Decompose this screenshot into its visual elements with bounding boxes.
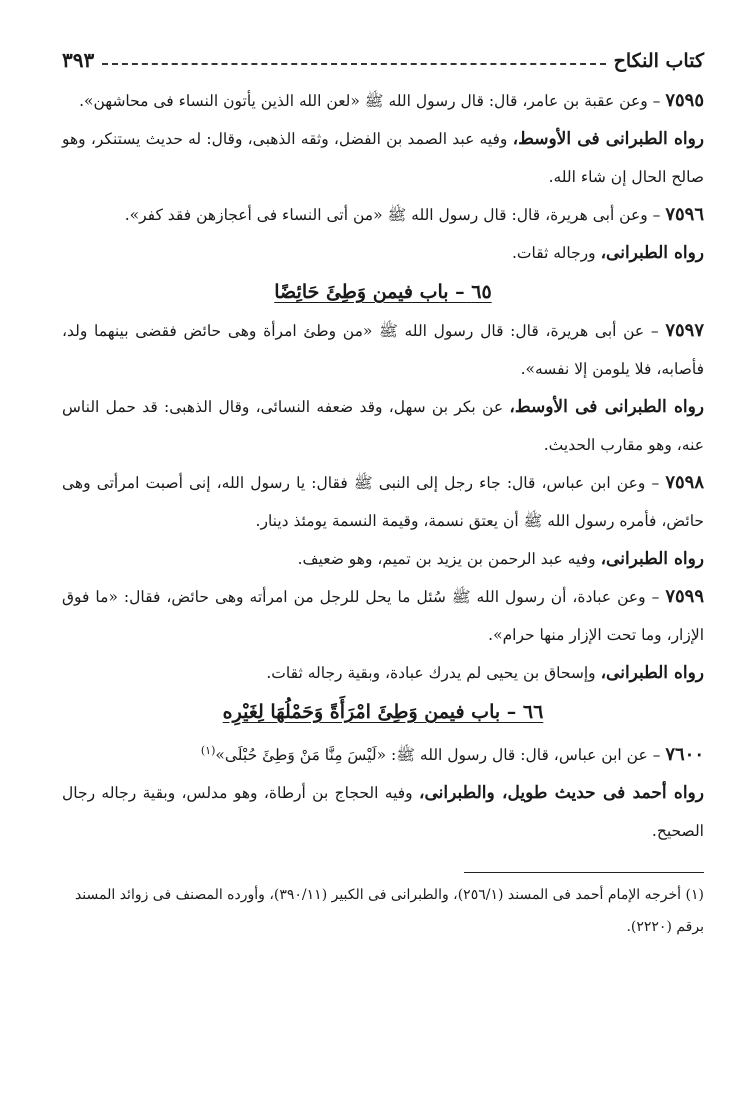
narrator: رواه الطبرانى فى الأوسط، — [509, 397, 704, 417]
commentary: وفيه الحجاج بن أرطاة، وهو مدلس، وبقية رجاله رجال الصحيح. — [62, 784, 704, 841]
narration-7598 — [62, 540, 704, 578]
commentary: وإسحاق بن يحيى لم يدرك عبادة، وبقية رجاله ثقات. — [266, 664, 596, 682]
hadith-number: ٧٥٩٩ — [665, 586, 705, 607]
hadith-text: – عن ابن عباس، قال: قال رسول الله ﷺ: «لَيْسَ مِنَّا مَنْ وَطِئَ حُبْلَى» — [215, 746, 661, 765]
hadith-7599 — [62, 578, 704, 654]
hadith-7597 — [62, 312, 704, 388]
header-rule — [102, 51, 605, 65]
narrator: رواه الطبرانى، — [600, 663, 704, 683]
hadith-text: – وعن عبادة، أن رسول الله ﷺ سُئل ما يحل للرجل من امرأته وهى حائض، فقال: «ما فوق الإزار، وما تحت الإزار منها حرام». — [62, 588, 704, 644]
narration-7596 — [62, 234, 704, 272]
narration-7599 — [62, 654, 704, 692]
hadith-7595 — [62, 82, 704, 120]
narration-7595 — [62, 120, 704, 196]
page-header — [62, 48, 704, 82]
commentary: ورجاله ثقات. — [511, 244, 596, 262]
commentary: عن بكر بن سهل، وقد ضعفه النسائى، وقال الذهبى: قد حمل الناس عنه، وهو مقارب الحديث. — [62, 398, 704, 454]
narrator: رواه أحمد فى حديث طويل، والطبرانى، — [419, 783, 704, 804]
footnote-separator — [464, 872, 704, 873]
narrator: رواه الطبرانى، — [600, 243, 704, 263]
footnote-ref[interactable]: (١) — [200, 744, 216, 757]
hadith-7600 — [62, 732, 704, 774]
hadith-number: ٧٥٩٧ — [665, 320, 704, 341]
hadith-number: ٧٥٩٥ — [665, 90, 704, 111]
commentary: وفيه عبد الصمد بن الفضل، وثقه الذهبى، وقال: له حديث يستنكر، وهو صالح الحال إن شاء الله. — [62, 130, 704, 186]
chapter-heading-66: ٦٦ – باب فيمن وَطِئَ امْرَأَةً وَحَمْلُهَا لِغَيْرِه — [222, 701, 544, 723]
hadith-text: – وعن عقبة بن عامر، قال: قال رسول الله ﷺ «لعن الله الذين يأتون النساء فى محاشهن». — [79, 92, 661, 110]
hadith-text: – وعن ابن عباس، قال: جاء رجل إلى النبى ﷺ فقال: يا رسول الله، إنى أصبت امرأتى وهى حائض، فأمره رسول الله ﷺ أن يعتق نسمة، وقيمة النسمة يومئذ دينار. — [62, 474, 704, 530]
hadith-number: ٧٥٩٦ — [665, 204, 704, 225]
hadith-7598 — [62, 464, 704, 540]
narrator: رواه الطبرانى فى الأوسط، — [512, 129, 704, 149]
hadith-text: – عن أبى هريرة، قال: قال رسول الله ﷺ «من وطئ امرأة وهى حائض فقضى بينهما ولد، فأصابه، فلا يلومن إلا نفسه». — [62, 322, 704, 378]
book-page — [62, 48, 704, 943]
hadith-number: ٧٦٠٠ — [665, 744, 704, 766]
hadith-7596 — [62, 196, 704, 234]
chapter-heading-65: ٦٥ – باب فيمن وَطِئَ حَائِضًا — [274, 281, 492, 303]
hadith-text: – وعن أبى هريرة، قال: قال رسول الله ﷺ «من أتى النساء فى أعجازهن فقد كفر». — [124, 206, 661, 224]
footnote: (١) أخرجه الإمام أحمد فى المسند (٢٥٦/١)، والطبرانى فى الكبير (٣٩٠/١١)، وأورده المصنف فى زوائد المسند برقم (٢٢٢٠). — [74, 887, 704, 936]
narration-7600 — [62, 774, 704, 850]
narration-7597 — [62, 388, 704, 464]
book-title: كتاب النكاح — [613, 50, 704, 72]
commentary: وفيه عبد الرحمن بن يزيد بن تميم، وهو ضعيف. — [297, 550, 596, 568]
narrator: رواه الطبرانى، — [600, 549, 704, 569]
hadith-number: ٧٥٩٨ — [665, 472, 704, 493]
page-number: ٣٩٣ — [62, 48, 95, 72]
